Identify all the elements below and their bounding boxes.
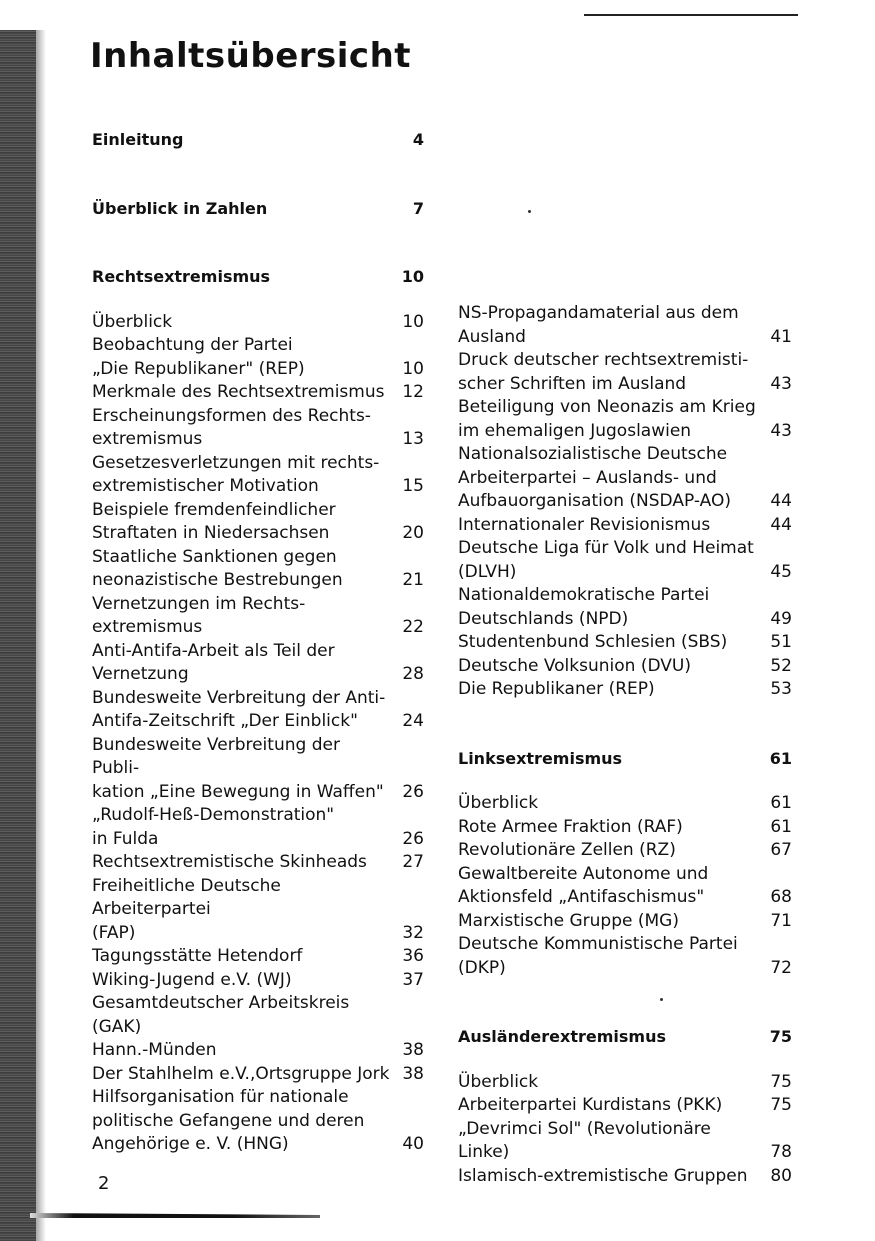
toc-entry-page: 67 bbox=[770, 840, 792, 860]
toc-entry-title: Gesamtdeutscher Arbeitskreis (GAK) Hann.-Münden bbox=[92, 993, 350, 1060]
scan-speck bbox=[660, 998, 663, 1001]
toc-entry bbox=[92, 687, 432, 734]
toc-entry-page: 45 bbox=[770, 561, 792, 582]
toc-entry-title: Wiking-Jugend e.V. (WJ) bbox=[92, 969, 292, 990]
toc-entry bbox=[92, 334, 432, 381]
toc-entry-title: Arbeiterpartei Kurdistans (PKK) bbox=[458, 1095, 723, 1115]
toc-entry bbox=[92, 546, 432, 593]
toc-entry bbox=[458, 1118, 800, 1165]
toc-entry bbox=[458, 1165, 800, 1189]
toc-entry-title: Anti-Antifa-Arbeit als Teil der Vernetzung bbox=[92, 640, 335, 684]
toc-entry-page: 4 bbox=[412, 130, 424, 149]
toc-spacer bbox=[92, 152, 432, 197]
toc-entry-page: 24 bbox=[402, 711, 424, 731]
toc-entry-page: 10 bbox=[401, 267, 424, 286]
toc-entry-title: Merkmale des Rechtsextremismus bbox=[92, 382, 385, 402]
top-rule bbox=[584, 14, 798, 16]
scan-speck bbox=[528, 210, 531, 213]
toc-entry bbox=[92, 851, 432, 875]
toc-entry bbox=[92, 499, 432, 546]
toc-entry-title: Studentenbund Schlesien (SBS) bbox=[458, 632, 728, 652]
toc-entry-title: Überblick bbox=[458, 793, 539, 813]
toc-entry bbox=[458, 514, 800, 538]
toc-entry-title: Beispiele fremdenfeindlicher Straftaten in Niedersachsen bbox=[92, 499, 336, 543]
toc-entry bbox=[92, 804, 432, 851]
toc-section-heading bbox=[92, 128, 432, 152]
toc-entry-page: 28 bbox=[402, 664, 424, 684]
toc-entry-page: 44 bbox=[770, 491, 792, 511]
toc-entry-page: 80 bbox=[770, 1165, 792, 1186]
toc-entry-page: 36 bbox=[402, 946, 424, 966]
toc-entry-title: Überblick in Zahlen bbox=[92, 198, 268, 218]
toc-entry-page: 15 bbox=[402, 476, 424, 496]
toc-section-heading bbox=[458, 747, 800, 771]
toc-entry bbox=[92, 969, 432, 993]
toc-entry bbox=[458, 933, 800, 980]
toc-entry bbox=[458, 537, 800, 584]
toc-entry bbox=[92, 734, 432, 805]
toc-entry-page: 51 bbox=[770, 632, 792, 652]
toc-entry-title: Nationalsozialistische Deutsche Arbeiterpartei – Auslands- und Aufbauorganisation (NSDAP-AO) bbox=[458, 444, 731, 511]
toc-entry-title: Tagungsstätte Hetendorf bbox=[92, 946, 303, 966]
toc-entry-page: 38 bbox=[402, 1040, 424, 1060]
toc-entry bbox=[458, 839, 800, 863]
toc-entry-title: Erscheinungsformen des Rechts- extremismus bbox=[92, 405, 371, 449]
toc-entry-page: 41 bbox=[770, 326, 792, 347]
toc-entry-page: 10 bbox=[402, 358, 424, 379]
toc-entry-title: Ausländerextremismus bbox=[458, 1027, 666, 1046]
toc-entry-page: 7 bbox=[412, 198, 424, 218]
toc-entry-title: Marxistische Gruppe (MG) bbox=[458, 910, 679, 931]
toc-entry-page: 12 bbox=[402, 382, 424, 402]
toc-right-column bbox=[458, 302, 800, 1188]
toc-entry-title: Islamisch-extremistische Gruppen bbox=[458, 1165, 748, 1186]
toc-entry-title: Bundesweite Verbreitung der Anti- Antifa-Zeitschrift „Der Einblick" bbox=[92, 687, 386, 731]
toc-entry bbox=[458, 302, 800, 349]
toc-spacer bbox=[458, 980, 800, 1025]
toc-section-heading bbox=[92, 265, 432, 289]
toc-entry-title: Gewaltbereite Autonome und Aktionsfeld „Antifaschismus" bbox=[458, 863, 709, 907]
toc-spacer bbox=[458, 1049, 800, 1071]
scan-edge-fade bbox=[36, 30, 46, 1241]
toc-entry bbox=[92, 311, 432, 335]
toc-left-column bbox=[92, 128, 432, 1157]
toc-entry-title: Der Stahlhelm e.V.,Ortsgruppe Jork bbox=[92, 1063, 390, 1084]
toc-entry bbox=[92, 875, 432, 946]
toc-entry-title: Überblick bbox=[92, 311, 173, 332]
toc-entry-page: 32 bbox=[402, 922, 424, 943]
toc-entry-page: 68 bbox=[770, 887, 792, 907]
toc-entry-title: Bundesweite Verbreitung der Publi- kation „Eine Bewegung in Waffen" bbox=[92, 734, 384, 802]
toc-entry-page: 21 bbox=[402, 570, 424, 590]
toc-entry bbox=[458, 1071, 800, 1095]
toc-entry bbox=[458, 792, 800, 816]
toc-entry-page: 75 bbox=[770, 1095, 792, 1115]
page-title: Inhaltsübersicht bbox=[90, 36, 412, 76]
toc-section-heading bbox=[92, 197, 432, 221]
toc-entry-title: Die Republikaner (REP) bbox=[458, 679, 655, 699]
toc-entry bbox=[92, 405, 432, 452]
toc-entry bbox=[458, 1094, 800, 1118]
toc-entry-page: 71 bbox=[770, 910, 792, 931]
toc-entry-page: 61 bbox=[770, 793, 792, 813]
toc-entry-page: 49 bbox=[770, 608, 792, 629]
toc-entry bbox=[92, 640, 432, 687]
toc-entry-page: 78 bbox=[770, 1142, 792, 1162]
toc-entry-title: Linksextremismus bbox=[458, 748, 623, 768]
toc-entry-title: „Rudolf-Heß-Demonstration" in Fulda bbox=[92, 805, 335, 849]
toc-spacer bbox=[458, 770, 800, 792]
toc-entry-page: 20 bbox=[402, 523, 424, 543]
toc-entry-title: Vernetzungen im Rechts- extremismus bbox=[92, 593, 306, 637]
toc-entry bbox=[458, 631, 800, 655]
toc-entry-title: Rechtsextremistische Skinheads bbox=[92, 852, 367, 872]
toc-entry-page: 75 bbox=[770, 1071, 792, 1092]
toc-entry-page: 26 bbox=[402, 781, 424, 802]
toc-spacer bbox=[92, 289, 432, 311]
toc-entry-title: Einleitung bbox=[92, 130, 184, 149]
toc-entry-page: 38 bbox=[402, 1063, 424, 1084]
toc-entry-page: 52 bbox=[770, 655, 792, 676]
toc-entry-page: 10 bbox=[402, 311, 424, 332]
toc-entry-title: Nationaldemokratische Partei Deutschlands (NPD) bbox=[458, 585, 710, 629]
toc-entry-page: 27 bbox=[402, 852, 424, 872]
toc-entry bbox=[458, 584, 800, 631]
toc-entry bbox=[92, 593, 432, 640]
toc-entry-title: Deutsche Kommunistische Partei (DKP) bbox=[458, 934, 738, 978]
toc-entry-title: Staatliche Sanktionen gegen neonazistische Bestrebungen bbox=[92, 546, 343, 590]
toc-entry bbox=[92, 1063, 432, 1087]
toc-entry-title: Revolutionäre Zellen (RZ) bbox=[458, 840, 676, 860]
toc-entry-title: Rote Armee Fraktion (RAF) bbox=[458, 816, 683, 837]
toc-entry-page: 13 bbox=[402, 429, 424, 449]
toc-entry-title: Rechtsextremismus bbox=[92, 267, 271, 286]
toc-entry-page: 37 bbox=[402, 969, 424, 990]
toc-entry bbox=[92, 992, 432, 1063]
toc-entry-title: Beteiligung von Neonazis am Krieg im ehemaligen Jugoslawien bbox=[458, 397, 756, 441]
toc-entry bbox=[458, 396, 800, 443]
toc-entry-page: 72 bbox=[770, 957, 792, 978]
toc-entry-page: 53 bbox=[770, 679, 792, 699]
toc-section-heading bbox=[458, 1025, 800, 1049]
toc-entry-title: Deutsche Volksunion (DVU) bbox=[458, 655, 691, 676]
toc-entry-title: Hilfsorganisation für nationale politische Gefangene und deren Angehörige e. V. (HNG) bbox=[92, 1087, 365, 1154]
toc-entry-title: Überblick bbox=[458, 1071, 539, 1092]
toc-entry bbox=[458, 816, 800, 840]
bottom-rule bbox=[30, 1213, 320, 1218]
toc-entry-page: 43 bbox=[770, 373, 792, 394]
toc-entry-title: Internationaler Revisionismus bbox=[458, 514, 711, 535]
toc-entry-title: Deutsche Liga für Volk und Heimat (DLVH) bbox=[458, 538, 754, 582]
toc-entry bbox=[458, 655, 800, 679]
toc-entry bbox=[458, 678, 800, 702]
toc-entry bbox=[92, 381, 432, 405]
toc-entry bbox=[458, 443, 800, 514]
toc-entry-title: „Devrimci Sol" (Revolutionäre Linke) bbox=[458, 1118, 711, 1162]
toc-entry-title: Beobachtung der Partei „Die Republikaner" (REP) bbox=[92, 335, 305, 379]
toc-entry-page: 43 bbox=[770, 420, 792, 441]
toc-spacer bbox=[458, 702, 800, 747]
toc-entry bbox=[92, 1086, 432, 1157]
toc-entry bbox=[458, 910, 800, 934]
toc-entry bbox=[458, 349, 800, 396]
toc-entry-page: 44 bbox=[770, 514, 792, 535]
toc-entry-page: 26 bbox=[402, 828, 424, 849]
scan-edge-shadow bbox=[0, 30, 36, 1241]
toc-entry-title: Gesetzesverletzungen mit rechts- extremistischer Motivation bbox=[92, 452, 380, 496]
toc-entry bbox=[92, 452, 432, 499]
toc-entry-title: Druck deutscher rechtsextremisti- scher Schriften im Ausland bbox=[458, 350, 749, 394]
toc-entry bbox=[458, 863, 800, 910]
toc-entry bbox=[92, 945, 432, 969]
toc-entry-page: 22 bbox=[402, 617, 424, 637]
toc-spacer bbox=[92, 220, 432, 265]
page-number: 2 bbox=[98, 1173, 110, 1194]
toc-entry-page: 61 bbox=[770, 816, 792, 837]
toc-entry-page: 61 bbox=[769, 748, 792, 768]
toc-entry-title: NS-Propagandamaterial aus dem Ausland bbox=[458, 303, 739, 347]
toc-entry-page: 40 bbox=[402, 1134, 424, 1154]
toc-entry-page: 75 bbox=[769, 1027, 792, 1046]
toc-entry-title: Freiheitliche Deutsche Arbeiterpartei (FAP) bbox=[92, 875, 281, 943]
